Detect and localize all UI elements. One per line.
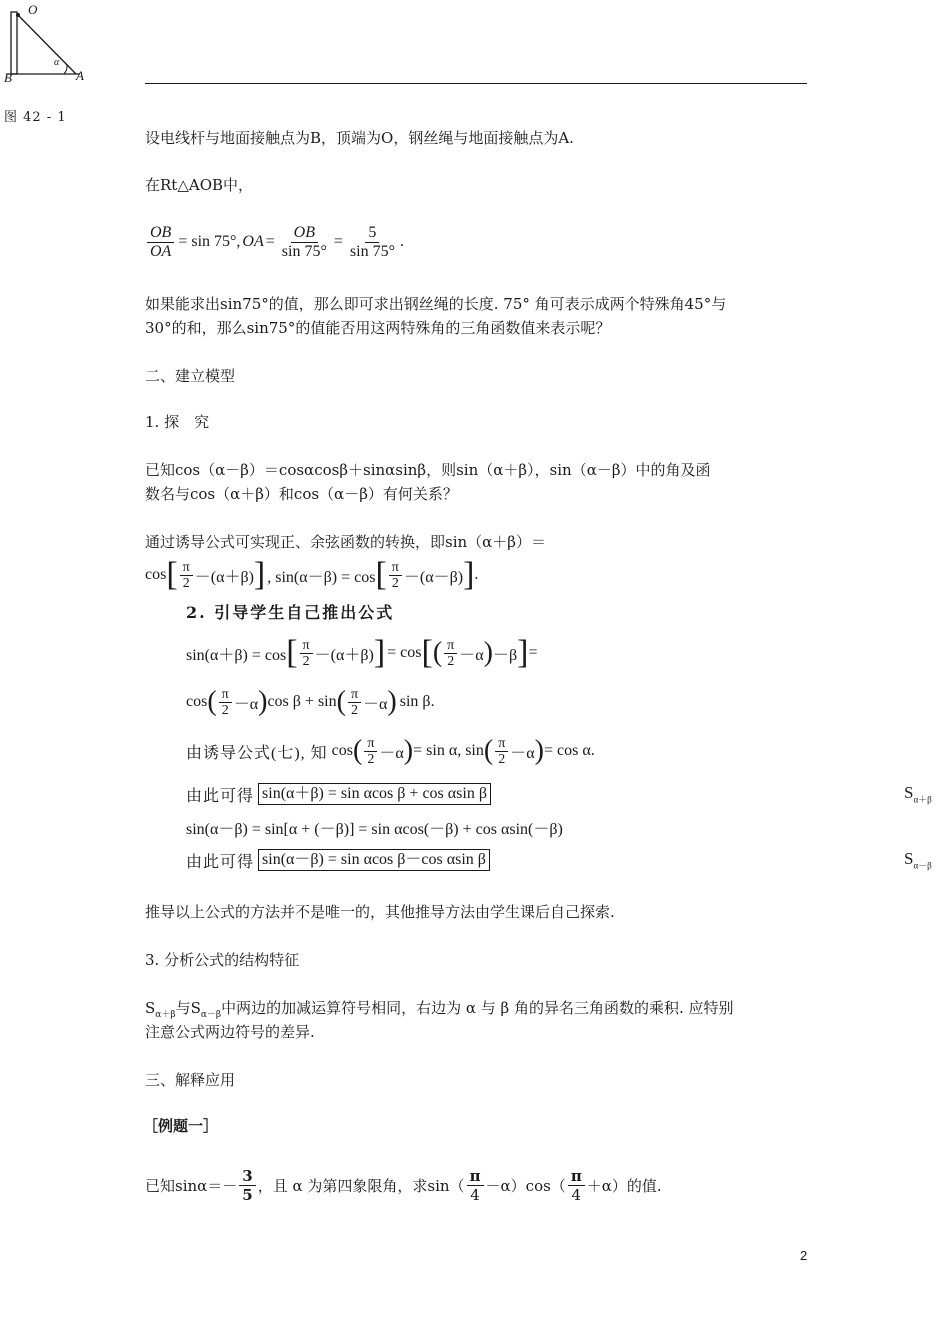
equation-induction-seven: 由诱导公式(七), 知 cos ( $\frac{\pi}{2}$ －α ) = sin α, sin ( $\frac{\pi}{2}$ －α ) = cos α. [186,735,595,767]
equation-derive-2: cos ( $\frac{\pi}{2}$ －α ) cos β + sin ( $\frac{\pi}{2}$ －α ) sin β. [186,686,435,718]
sum-formula-box: sin(α＋β) = sin αcos β + cos αsin β [258,783,491,805]
figure-42-1 [4,2,94,85]
heading-derive: 2. 引导学生自己推出公式 [186,603,395,622]
label-s-diff: $S_{\alpha-\beta}$ [904,849,932,871]
heading-model: 二、建立模型 [145,367,236,385]
page-number: 2 [800,1248,808,1263]
paragraph-question-b: 30°的和，那么sin75°的值能否用这两特殊角的三角函数值来表示呢？ [145,319,611,337]
example-title: ［例题一］ [143,1117,219,1135]
paragraph-structure-b: 注意公式两边符号的差异. [145,1023,315,1041]
diff-formula-box: sin(α－β) = sin αcos β－cos αsin β [258,849,490,871]
label-o: O [28,2,38,17]
heading-apply: 三、解释应用 [145,1071,236,1089]
label-b: B [4,70,12,85]
paragraph-known-a: 已知cos（α－β）＝cosαcosβ＋sinαsinβ，则sin（α＋β），sin（α－β）中的角及函 [145,461,711,479]
header-rule [145,83,807,84]
heading-explore: 1. 探 究 [145,413,210,431]
equation-diff-formula: 由此可得 sin(α－β) = sin αcos β－cos αsin β [186,848,490,872]
label-s-sum: $S_{\alpha+\beta}$ [904,783,932,805]
paragraph-induction: 通过诱导公式可实现正、余弦函数的转换，即sin（α＋β）＝ [145,533,546,551]
paragraph-method: 推导以上公式的方法并不是唯一的，其他推导方法由学生课后自己探索. [145,903,615,921]
figure-caption: 图 42 - 1 [4,110,67,125]
equation-induction: cos [ $\frac{\pi}{2}$ －(α＋β) ] , sin(α－β) = cos [ $\frac{\pi}{2}$ －(α－β) ] . [145,556,479,593]
equation-sum-formula: 由此可得 sin(α＋β) = sin αcos β + cos αsin β [186,782,491,806]
equation-diff-derive: sin(α－β) = sin[α + (－β)] = sin αcos(－β) + cos αsin(－β) [186,820,563,838]
heading-structure: 3. 分析公式的结构特征 [145,951,300,969]
paragraph-known-b: 数名与cos（α＋β）和cos（α－β）有何关系？ [145,485,458,503]
paragraph-rt-triangle: 在Rt△AOB中， [145,176,254,194]
paragraph-setup: 设电线杆与地面接触点为B，顶端为O，钢丝绳与地面接触点为A. [145,129,574,147]
paragraph-structure-a: $S_{\alpha+\beta}$与$S_{\alpha-\beta}$中两边的加减运算符号相同，右边为 α 与 β 角的异名三角函数的乘积. 应特别 [145,999,734,1020]
label-a: A [76,68,84,83]
example-problem: 已知sinα＝－ $\frac{3}{5}$ ，且 α 为第四象限角，求sin（ $\frac{\pi}{4}$ －α）cos（ $\frac{\pi}{4}$ ＋α）的值. [145,1166,662,1204]
equation-oa: $\frac{OB}{OA}$ = sin 75°, OA = $\frac{OB}{\sin 75^\circ}$ = $\frac{5}{\sin 75^\circ}$ . [145,220,404,264]
paragraph-question-a: 如果能求出sin75°的值，那么即可求出钢丝绳的长度. 75° 角可表示成两个特殊角45°与 [145,295,727,313]
label-alpha: α [54,57,60,68]
equation-derive-1: sin(α＋β) = cos [ $\frac{\pi}{2}$ －(α＋β) ] = cos [ ( $\frac{\pi}{2}$ －α ) －β ] = [186,634,538,671]
